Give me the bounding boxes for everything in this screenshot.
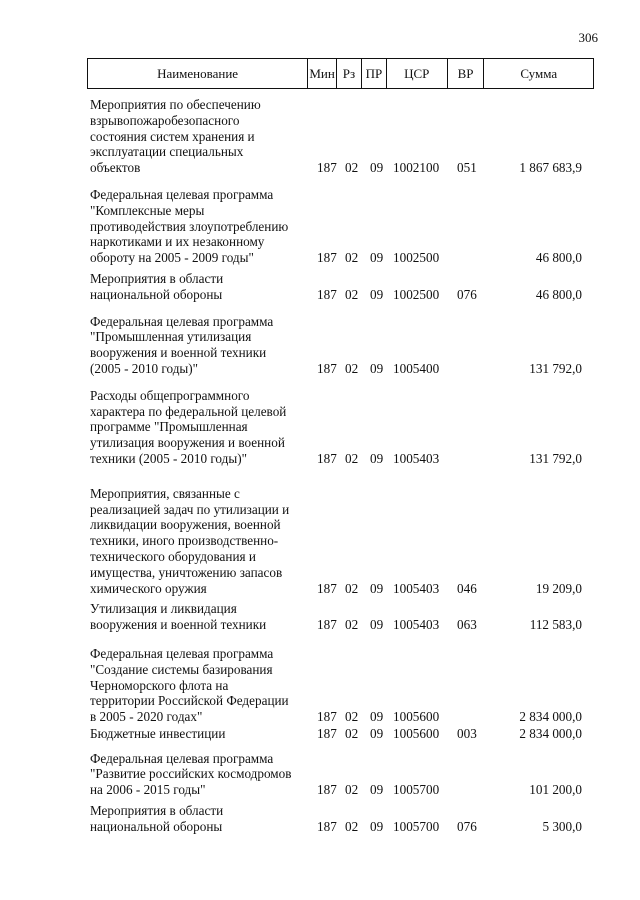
column-header-sum: Сумма — [520, 65, 558, 81]
cell-min: 187 — [317, 250, 337, 266]
row-codes — [90, 782, 590, 798]
cell-sum: 131 792,0 — [529, 450, 582, 466]
table-header — [87, 58, 594, 89]
cell-pr: 09 — [370, 360, 384, 376]
row-codes — [90, 250, 590, 266]
column-header-pr: ПР — [362, 59, 387, 88]
column-header-vr: ВР — [448, 59, 485, 88]
table-row — [90, 271, 590, 303]
cell-pr: 09 — [370, 818, 384, 834]
row-codes — [90, 160, 590, 176]
cell-csr: 1002500 — [393, 286, 440, 302]
table-row — [90, 601, 590, 633]
cell-vr: 051 — [457, 160, 477, 176]
row-name: Мероприятия, связанные с реализацией задач по утилизации и ликвидации вооружения, военной техники, иного производственно- технического оборудования и имущества, уничтожению запасов химического оружия — [90, 485, 290, 596]
cell-rz: 02 — [345, 818, 359, 834]
cell-sum: 2 834 000,0 — [519, 709, 582, 725]
row-codes — [90, 726, 590, 742]
cell-rz: 02 — [345, 360, 359, 376]
table-row — [90, 97, 590, 176]
cell-vr: 076 — [457, 286, 477, 302]
cell-csr: 1005403 — [393, 580, 440, 596]
column-header-min: Мин — [308, 59, 337, 88]
cell-csr: 1005700 — [393, 818, 440, 834]
cell-min: 187 — [317, 360, 337, 376]
cell-pr: 09 — [370, 450, 384, 466]
row-name: Федеральная целевая программа "Развитие российских космодромов на 2006 - 2015 годы" — [90, 750, 292, 798]
cell-pr: 09 — [370, 782, 384, 798]
row-codes — [90, 617, 590, 633]
cell-rz: 02 — [345, 580, 359, 596]
cell-rz: 02 — [345, 250, 359, 266]
column-header-csr: ЦСР — [387, 59, 448, 88]
cell-sum: 19 209,0 — [535, 580, 582, 596]
table-row — [90, 486, 590, 597]
cell-min: 187 — [317, 160, 337, 176]
cell-sum: 46 800,0 — [535, 286, 582, 302]
cell-min: 187 — [317, 450, 337, 466]
cell-rz: 02 — [345, 617, 359, 633]
cell-sum: 1 867 683,9 — [519, 160, 582, 176]
cell-min: 187 — [317, 617, 337, 633]
cell-min: 187 — [317, 782, 337, 798]
table-row — [90, 726, 590, 742]
table-row — [90, 646, 590, 725]
cell-csr: 1002100 — [393, 160, 440, 176]
cell-rz: 02 — [345, 725, 359, 741]
table-row — [90, 187, 590, 266]
cell-vr: 063 — [457, 617, 477, 633]
cell-sum: 131 792,0 — [529, 360, 582, 376]
cell-pr: 09 — [370, 286, 384, 302]
cell-min: 187 — [317, 580, 337, 596]
row-codes — [90, 287, 590, 303]
row-name: Бюджетные инвестиции — [90, 725, 226, 741]
cell-csr: 1005600 — [393, 709, 440, 725]
row-codes — [90, 581, 590, 597]
cell-pr: 09 — [370, 709, 384, 725]
page-number: 306 — [578, 30, 598, 45]
cell-rz: 02 — [345, 286, 359, 302]
cell-min: 187 — [317, 286, 337, 302]
cell-sum: 112 583,0 — [529, 617, 582, 633]
cell-pr: 09 — [370, 250, 384, 266]
table-body — [90, 97, 590, 835]
table-row — [90, 803, 590, 835]
table-row — [90, 314, 590, 377]
column-header-rz: Рз — [337, 59, 362, 88]
row-name: Федеральная целевая программа "Промышленная утилизация вооружения и военной техники (2005 - 2010 годы)" — [90, 313, 274, 376]
cell-vr: 003 — [457, 725, 477, 741]
cell-min: 187 — [317, 709, 337, 725]
cell-rz: 02 — [345, 709, 359, 725]
cell-csr: 1005400 — [393, 360, 440, 376]
table-row — [90, 388, 590, 467]
row-name: Утилизация и ликвидация вооружения и военной техники — [90, 601, 267, 633]
cell-rz: 02 — [345, 450, 359, 466]
row-name: Федеральная целевая программа "Создание системы базирования Черноморского флота на территории Российской Федерации в 2005 - 2020 годах" — [90, 645, 289, 725]
row-name: Мероприятия по обеспечению взрывопожаробезопасного состояния систем хранения и эксплуатации специальных объектов — [90, 97, 261, 176]
cell-sum: 101 200,0 — [529, 782, 582, 798]
cell-pr: 09 — [370, 580, 384, 596]
cell-rz: 02 — [345, 160, 359, 176]
cell-csr: 1005700 — [393, 782, 440, 798]
cell-rz: 02 — [345, 782, 359, 798]
cell-sum: 5 300,0 — [542, 818, 582, 834]
cell-pr: 09 — [370, 617, 384, 633]
cell-csr: 1005403 — [393, 450, 440, 466]
row-name: Федеральная целевая программа "Комплексные меры противодействия злоупотреблению наркотиками и их незаконному обороту на 2005 - 2009 годы" — [90, 186, 289, 266]
row-name: Расходы общепрограммного характера по федеральной целевой программе "Промышленная утилизация вооружения и военной техники (2005 - 2010 годы)" — [90, 387, 287, 466]
cell-csr: 1005403 — [393, 617, 440, 633]
row-codes — [90, 361, 590, 377]
cell-csr: 1002500 — [393, 250, 440, 266]
cell-pr: 09 — [370, 160, 384, 176]
cell-sum: 46 800,0 — [535, 250, 582, 266]
cell-min: 187 — [317, 725, 337, 741]
row-codes — [90, 451, 590, 467]
cell-sum: 2 834 000,0 — [519, 725, 582, 741]
cell-min: 187 — [317, 818, 337, 834]
row-name: Мероприятия в области национальной обороны — [90, 270, 224, 302]
row-codes — [90, 709, 590, 725]
table-row — [90, 751, 590, 798]
row-codes — [90, 819, 590, 835]
row-name: Мероприятия в области национальной обороны — [90, 803, 224, 834]
cell-pr: 09 — [370, 725, 384, 741]
cell-vr: 076 — [457, 818, 477, 834]
cell-vr: 046 — [457, 580, 477, 596]
cell-csr: 1005600 — [393, 725, 440, 741]
column-header-name: Наименование — [88, 59, 308, 88]
